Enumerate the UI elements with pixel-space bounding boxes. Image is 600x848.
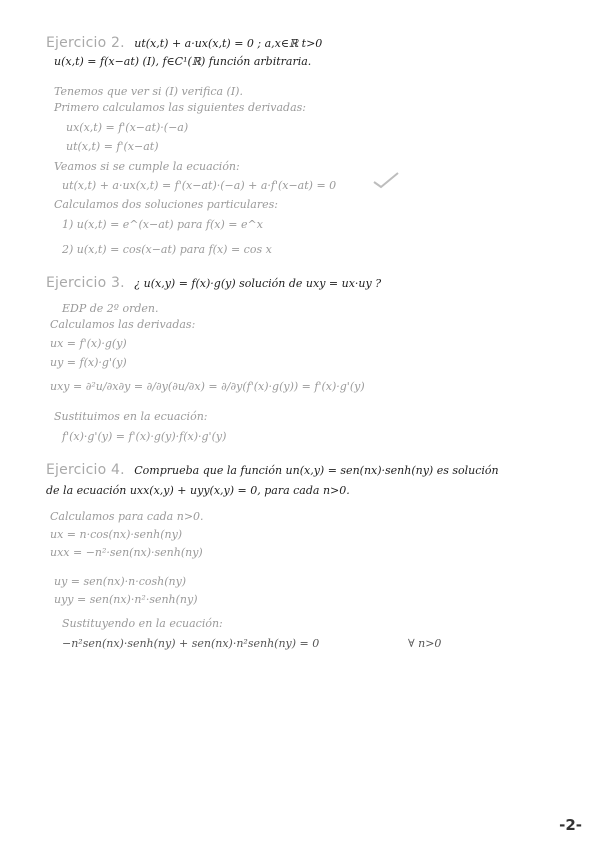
ej3-heading-line: [46, 276, 381, 291]
ej3-line-4: uxy = ∂²u/∂x∂y = ∂/∂y(∂u/∂x) = ∂/∂y(f'(x)·g(y)) = f'(x)·g'(y): [50, 380, 365, 393]
ej3-line-3: uy = f(x)·g'(y): [50, 356, 127, 369]
ej4-statement-1: Comprueba que la función un(x,y) = sen(nx)·senh(ny) es solución: [134, 464, 499, 477]
ej2-statement-2: u(x,t) = f(x−at) (I), f∈C¹(ℝ) función arbitraria.: [54, 55, 312, 68]
ej2-line-6: Calculamos dos soluciones particulares:: [54, 198, 278, 211]
ej4-statement-2: de la ecuación uxx(x,y) + uyy(x,y) = 0, para cada n>0.: [46, 484, 350, 497]
ej4-line-5: Sustituyendo en la ecuación:: [62, 617, 223, 630]
ej4-line-2: uxx = −n²·sen(nx)·senh(ny): [50, 546, 203, 559]
ej2-line-0: Tenemos que ver si (I) verifica (I).: [54, 85, 243, 98]
ej4-heading: Ejercicio 4.: [46, 462, 125, 478]
ej4-line-0: Calculamos para cada n>0.: [50, 510, 204, 523]
ej3-line-6: f'(x)·g'(y) = f'(x)·g(y)·f(x)·g'(y): [62, 430, 227, 443]
ej4-line-1: ux = n·cos(nx)·senh(ny): [50, 528, 183, 541]
ej2-line-2: ux(x,t) = f'(x−at)·(−a): [66, 121, 189, 134]
ej4-line-3: uy = sen(nx)·n·cosh(ny): [54, 575, 187, 588]
ej2-line-1: Primero calculamos las siguientes derivadas:: [54, 101, 306, 114]
ej3-line-0: EDP de 2º orden.: [62, 302, 159, 315]
ej2-line-3: ut(x,t) = f'(x−at): [66, 140, 159, 153]
checkmark-icon: [372, 171, 400, 189]
ej2-statement-1: ut(x,t) + a·ux(x,t) = 0 ; a,x∈ℝ t>0: [134, 37, 323, 50]
ej4-heading-line: [46, 463, 499, 478]
ej3-heading: Ejercicio 3.: [46, 275, 125, 291]
ej3-line-1: Calculamos las derivadas:: [50, 318, 196, 331]
ej4-line-4: uyy = sen(nx)·n²·senh(ny): [54, 593, 198, 606]
ej2-heading: Ejercicio 2.: [46, 35, 125, 51]
ej4-final-right: ∀ n>0: [408, 637, 442, 650]
ej2-line-5: ut(x,t) + a·ux(x,t) = f'(x−at)·(−a) + a·f'(x−at) = 0: [62, 179, 337, 192]
ej2-line-7: 1) u(x,t) = e^(x−at) para f(x) = e^x: [62, 218, 263, 231]
ej3-line-2: ux = f'(x)·g(y): [50, 337, 127, 350]
ej3-line-5: Sustituimos en la ecuación:: [54, 410, 208, 423]
ej3-statement: ¿ u(x,y) = f(x)·g(y) solución de uxy = ux·uy ?: [134, 277, 382, 290]
ej2-line-8: 2) u(x,t) = cos(x−at) para f(x) = cos x: [62, 243, 272, 256]
ej4-final-left: −n²sen(nx)·senh(ny) + sen(nx)·n²senh(ny) = 0: [62, 637, 320, 650]
page-number: -2-: [559, 816, 582, 834]
ej2-line-4: Veamos si se cumple la ecuación:: [54, 160, 240, 173]
ej2-heading-line: [46, 36, 322, 51]
